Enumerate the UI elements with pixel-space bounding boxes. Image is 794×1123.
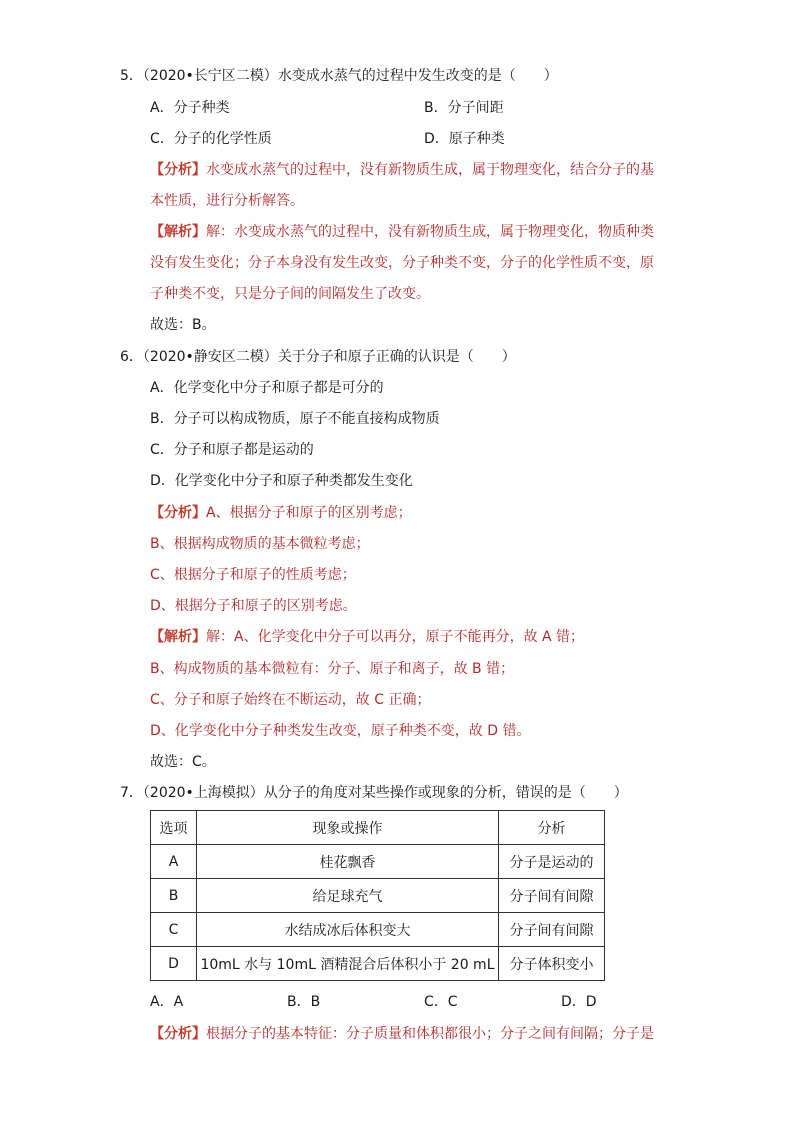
q6-option-b: B．分子可以构成物质，原子不能直接构成物质: [150, 411, 440, 427]
table-cell: 分子体积变小: [499, 947, 605, 981]
q6-analysis-text-1: A、根据分子和原子的区别考虑；: [206, 505, 412, 521]
q6-option-d: D．化学变化中分子和原子种类都发生变化: [150, 473, 413, 489]
table-row: [151, 879, 605, 913]
q5-analysis-tag: 【分析】: [150, 162, 206, 178]
q5-answer: 故选：B。: [150, 317, 216, 333]
q7-number: 7．: [120, 785, 143, 801]
q5-option-b: B．分子间距: [424, 100, 504, 116]
q7-analysis-tag: 【分析】: [150, 1026, 206, 1042]
q5-solution-text-2: 没有发生变化；分子本身没有发生改变，分子种类不变，分子的化学性质不变，原: [150, 255, 654, 271]
q7-source: （2020•上海模拟）: [142, 785, 264, 801]
q5-option-d: D．原子种类: [424, 131, 505, 147]
table-cell: 桂花飘香: [197, 845, 499, 879]
q6-solution-text-1: 解：A、化学变化中分子可以再分，原子不能再分，故 A 错；: [206, 629, 585, 645]
table-cell: 给足球充气: [197, 879, 499, 913]
table-cell: 分子是运动的: [499, 845, 605, 879]
q5-analysis-line-1: [150, 160, 654, 180]
q6-solution-text-3: C、分子和原子始终在不断运动，故 C 正确；: [150, 692, 431, 708]
q6-analysis-text-2: B、根据构成物质的基本微粒考虑；: [150, 536, 370, 552]
q6-solution-text-4: D、化学变化中分子种类发生改变，原子种类不变，故 D 错。: [150, 723, 531, 739]
q6-number: 6．: [120, 349, 143, 365]
q6-analysis-tag: 【分析】: [150, 505, 206, 521]
q6-analysis-line-1: [150, 503, 412, 523]
table-header-cell: 分析: [499, 811, 605, 845]
q6-source: （2020•静安区二模）: [142, 349, 278, 365]
q6-analysis-text-4: D、根据分子和原子的区别考虑。: [150, 598, 357, 614]
q7-stem-line: [120, 783, 628, 803]
q6-stem-line: [120, 347, 516, 367]
table-cell: D: [151, 947, 197, 981]
q5-option-c: C．分子的化学性质: [150, 131, 272, 147]
q5-stem: 水变成水蒸气的过程中发生改变的是（ ）: [277, 68, 558, 84]
q7-stem: 从分子的角度对某些操作或现象的分析，错误的是（ ）: [263, 785, 628, 801]
q7-option-b: B．B: [287, 994, 321, 1010]
q5-stem-line: [120, 66, 558, 86]
q7-table: [150, 810, 605, 981]
q6-analysis-text-3: C、根据分子和原子的性质考虑；: [150, 567, 356, 583]
q5-option-a: A．分子种类: [150, 100, 230, 116]
table-cell: 分子间有间隙: [499, 879, 605, 913]
q7-option-c: C．C: [424, 994, 458, 1010]
table-cell: 分子间有间隙: [499, 913, 605, 947]
q5-solution-text-1: 解：水变成水蒸气的过程中，没有新物质生成，属于物理变化，物质种类: [206, 224, 654, 240]
table-row: [151, 845, 605, 879]
q7-analysis-text-1: 根据分子的基本特征：分子质量和体积都很小；分子之间有间隔；分子是: [206, 1026, 654, 1042]
q5-number: 5．: [120, 68, 143, 84]
q6-solution-text-2: B、构成物质的基本微粒有：分子、原子和离子，故 B 错；: [150, 661, 515, 677]
q5-source: （2020•长宁区二模）: [142, 68, 278, 84]
table-cell: 10mL 水与 10mL 酒精混合后体积小于 20 mL: [197, 947, 499, 981]
q6-solution-tag: 【解析】: [150, 629, 206, 645]
q6-solution-line-1: [150, 627, 584, 647]
table-cell: A: [151, 845, 197, 879]
q7-option-a: A．A: [150, 994, 184, 1010]
table-header-cell: 选项: [151, 811, 197, 845]
q6-option-a: A．化学变化中分子和原子都是可分的: [150, 380, 384, 396]
table-row: [151, 913, 605, 947]
q5-solution-tag: 【解析】: [150, 224, 206, 240]
table-cell: C: [151, 913, 197, 947]
q6-stem: 关于分子和原子正确的认识是（ ）: [277, 349, 516, 365]
q5-analysis-text-2: 本性质，进行分析解答。: [150, 193, 304, 209]
q5-solution-text-3: 子种类不变，只是分子间的间隔发生了改变。: [150, 286, 430, 302]
table-header-cell: 现象或操作: [197, 811, 499, 845]
table-cell: 水结成冰后体积变大: [197, 913, 499, 947]
table-row: [151, 947, 605, 981]
q5-solution-line-1: [150, 222, 654, 242]
q7-analysis-line-1: [150, 1024, 654, 1044]
table-cell: B: [151, 879, 197, 913]
q7-option-d: D．D: [561, 994, 597, 1010]
q6-option-c: C．分子和原子都是运动的: [150, 442, 314, 458]
table-header-row: [151, 811, 605, 845]
q6-answer: 故选：C。: [150, 754, 216, 770]
q5-analysis-text-1: 水变成水蒸气的过程中，没有新物质生成，属于物理变化，结合分子的基: [206, 162, 654, 178]
